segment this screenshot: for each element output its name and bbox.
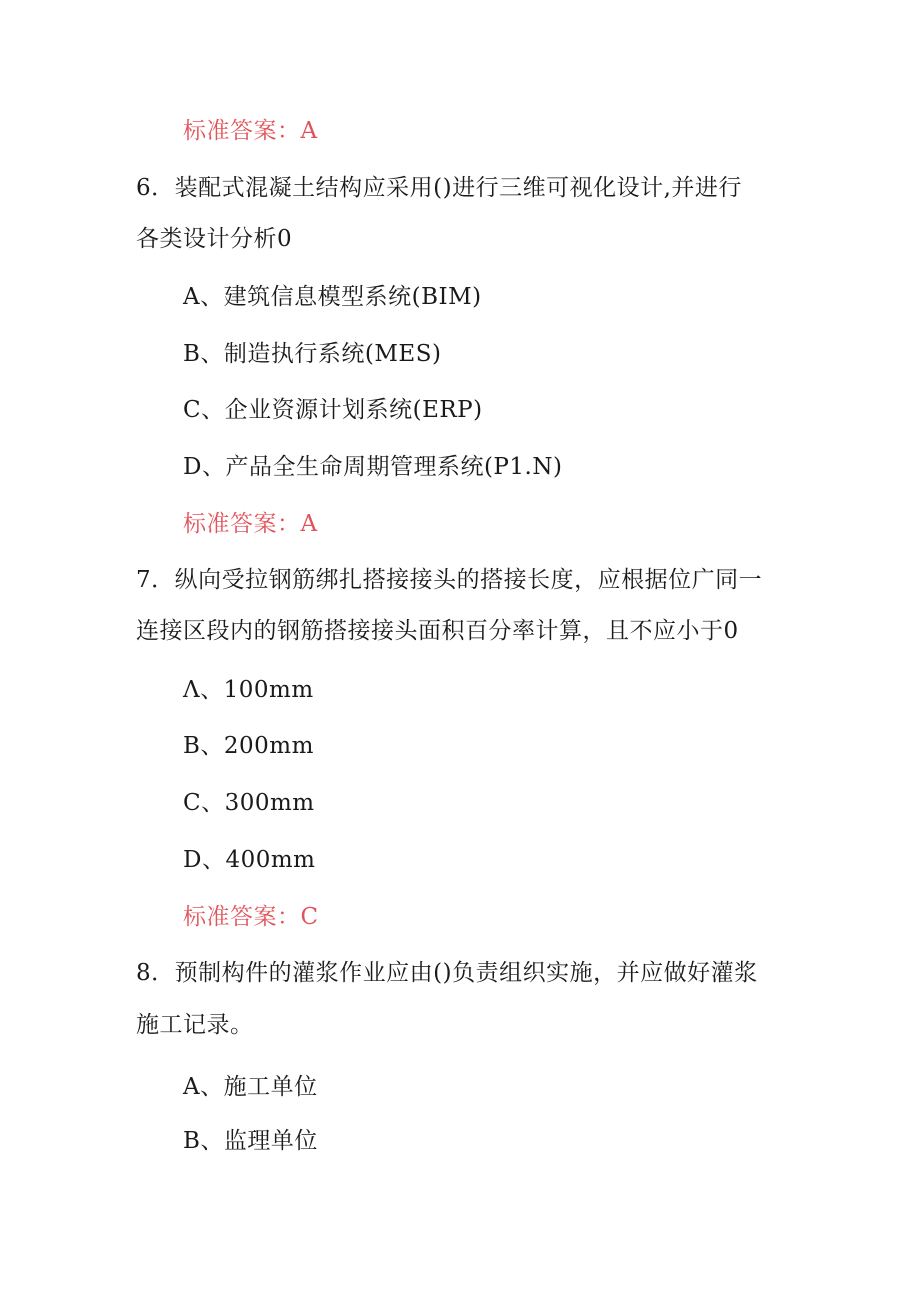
question-6-line-1: 6．装配式混凝土结构应采用()进行三维可视化设计,并进行 [136, 175, 742, 201]
question-8-line-2: 施工记录。 [136, 1012, 254, 1038]
answer-label: 标准答案：A [183, 118, 318, 144]
option-7-b: B、200mm [183, 733, 314, 759]
option-7-a: Λ、100mm [183, 677, 314, 703]
option-7-c: C、300mm [183, 790, 315, 816]
question-8-line-1: 8．预制构件的灌浆作业应由()负责组织实施，并应做好灌浆 [136, 960, 758, 986]
answer-label: 标准答案：A [183, 511, 318, 537]
option-6-c: C、企业资源计划系统(ERP) [183, 397, 483, 423]
option-6-d: D、产品全生命周期管理系统(P1.N) [183, 454, 563, 480]
option-6-b: B、制造执行系统(MES) [183, 341, 442, 367]
question-6-line-2: 各类设计分析0 [136, 226, 293, 252]
option-8-a: A、施工单位 [183, 1074, 318, 1100]
option-8-b: B、监理单位 [183, 1128, 318, 1154]
question-7-line-1: 7．纵向受拉钢筋绑扎搭接接头的搭接长度，应根据位广同一 [136, 567, 763, 593]
question-7-line-2: 连接区段内的钢筋搭接接头面积百分率计算，且不应小于0 [136, 618, 739, 644]
option-7-d: D、400mm [183, 847, 316, 873]
option-6-a: A、建筑信息模型系统(BIM) [183, 284, 482, 310]
answer-label: 标准答案：C [183, 904, 319, 930]
